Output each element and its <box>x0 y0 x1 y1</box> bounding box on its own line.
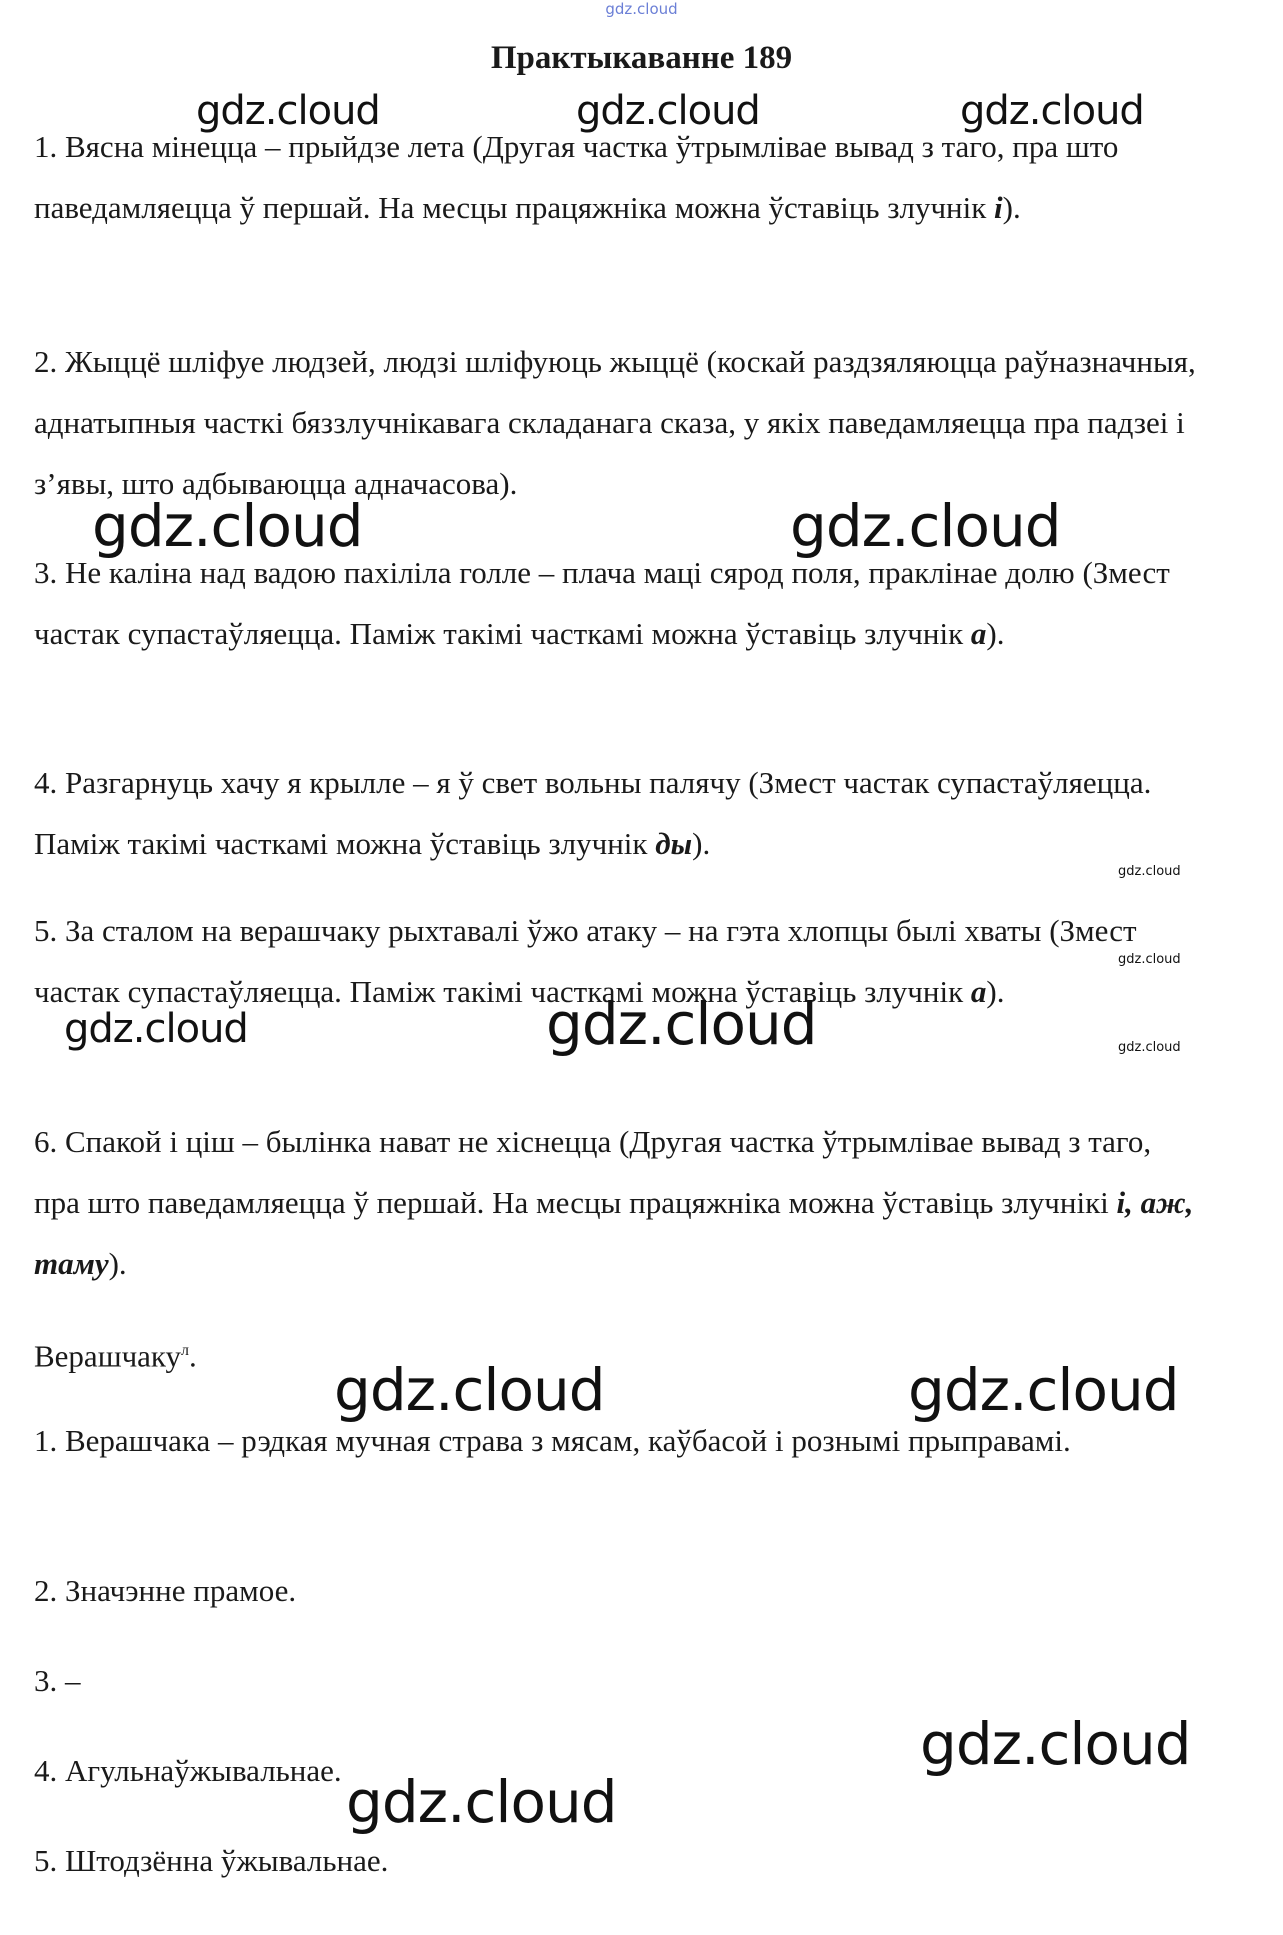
watermark: gdz.cloud <box>908 1356 1179 1424</box>
analysis-item: 4. Агульнаўжывальнае. <box>34 1753 342 1788</box>
item-text: 1. Вясна мінецца – прыйдзе лета (Другая частка ўтрымлівае вывад з таго, пра што паведамляецца ў першай. На месцы працяжніка можна ўставіць злучнік <box>34 129 1119 225</box>
list-item <box>34 331 1204 514</box>
watermark: gdz.cloud <box>960 88 1144 134</box>
item-tail: ). <box>1002 190 1021 225</box>
watermark: gdz.cloud <box>92 492 363 560</box>
item-conjunction: а <box>970 974 987 1009</box>
page-title: Практыкаванне 189 <box>490 40 793 76</box>
item-conjunction: і, аж, таму <box>34 1185 1194 1281</box>
item-conjunction: і <box>994 190 1003 225</box>
item-tail: ). <box>986 616 1005 651</box>
item-text: 6. Спакой і ціш – былінка нават не хіснецца (Другая частка ўтрымлівае вывад з таго, пра што паведамляецца ў першай. На месцы працяжніка можна ўставіць злучнікі <box>34 1124 1152 1220</box>
list-item <box>34 752 1204 874</box>
watermark: gdz.cloud <box>920 1710 1191 1778</box>
item-text: 3. Не каліна над вадою пахіліла голле – плача маці сярод поля, праклінае долю (Змест частак супастаўляецца. Паміж такімі часткамі можна ўставіць злучнік <box>34 555 1170 651</box>
list-item <box>34 1111 1204 1294</box>
word-text: Верашчаку <box>34 1338 182 1374</box>
watermark: gdz.cloud <box>196 88 380 134</box>
analysis-item: 1. Верашчака – рэдкая мучная страва з мясам, каўбасой і рознымі прыправамі. <box>34 1423 1071 1458</box>
word-superscript: л <box>181 1342 190 1359</box>
watermark: gdz.cloud <box>790 492 1061 560</box>
analysis-item: 2. Значэнне прамое. <box>34 1573 297 1608</box>
item-tail: ). <box>108 1246 127 1281</box>
item-tail: ). <box>986 974 1005 1009</box>
watermark: gdz.cloud <box>576 88 760 134</box>
word-tail: . <box>189 1338 197 1374</box>
watermark-small: gdz.cloud <box>1118 952 1181 967</box>
item-conjunction: ды <box>655 826 693 861</box>
list-item <box>34 542 1204 664</box>
analysis-item: 5. Штодзённа ўжывальнае. <box>34 1843 389 1878</box>
watermark: gdz.cloud <box>334 1356 605 1424</box>
item-text: 4. Разгарнуць хачу я крылле – я ў свет вольны палячу (Змест частак супастаўляецца. Паміж такімі часткамі можна ўставіць злучнік <box>34 765 1152 861</box>
list-item <box>34 116 1204 238</box>
top-watermark: gdz.cloud <box>605 0 678 18</box>
watermark-small: gdz.cloud <box>1118 1040 1181 1055</box>
analysis-item: 3. – <box>34 1663 81 1698</box>
watermark-small: gdz.cloud <box>1118 864 1181 879</box>
watermark: gdz.cloud <box>64 1006 248 1052</box>
item-tail: ). <box>692 826 711 861</box>
watermark: gdz.cloud <box>346 1768 617 1836</box>
item-conjunction: а <box>970 616 987 651</box>
item-text: 2. Жыццё шліфуе людзей, людзі шліфуюць жыццё (коскай раздзяляюцца раўназначныя, аднатыпныя часткі бяззлучнікавага складанага сказа, у якіх паведамляецца пра падзеі і з’явы, што адбываюцца адначасова). <box>34 344 1196 501</box>
item-text: 5. За сталом на верашчаку рыхтавалі ўжо атаку – на гэта хлопцы былі хваты (Змест частак супастаўляецца. Паміж такімі часткамі можна ўставіць злучнік <box>34 913 1137 1009</box>
watermark: gdz.cloud <box>546 990 817 1058</box>
